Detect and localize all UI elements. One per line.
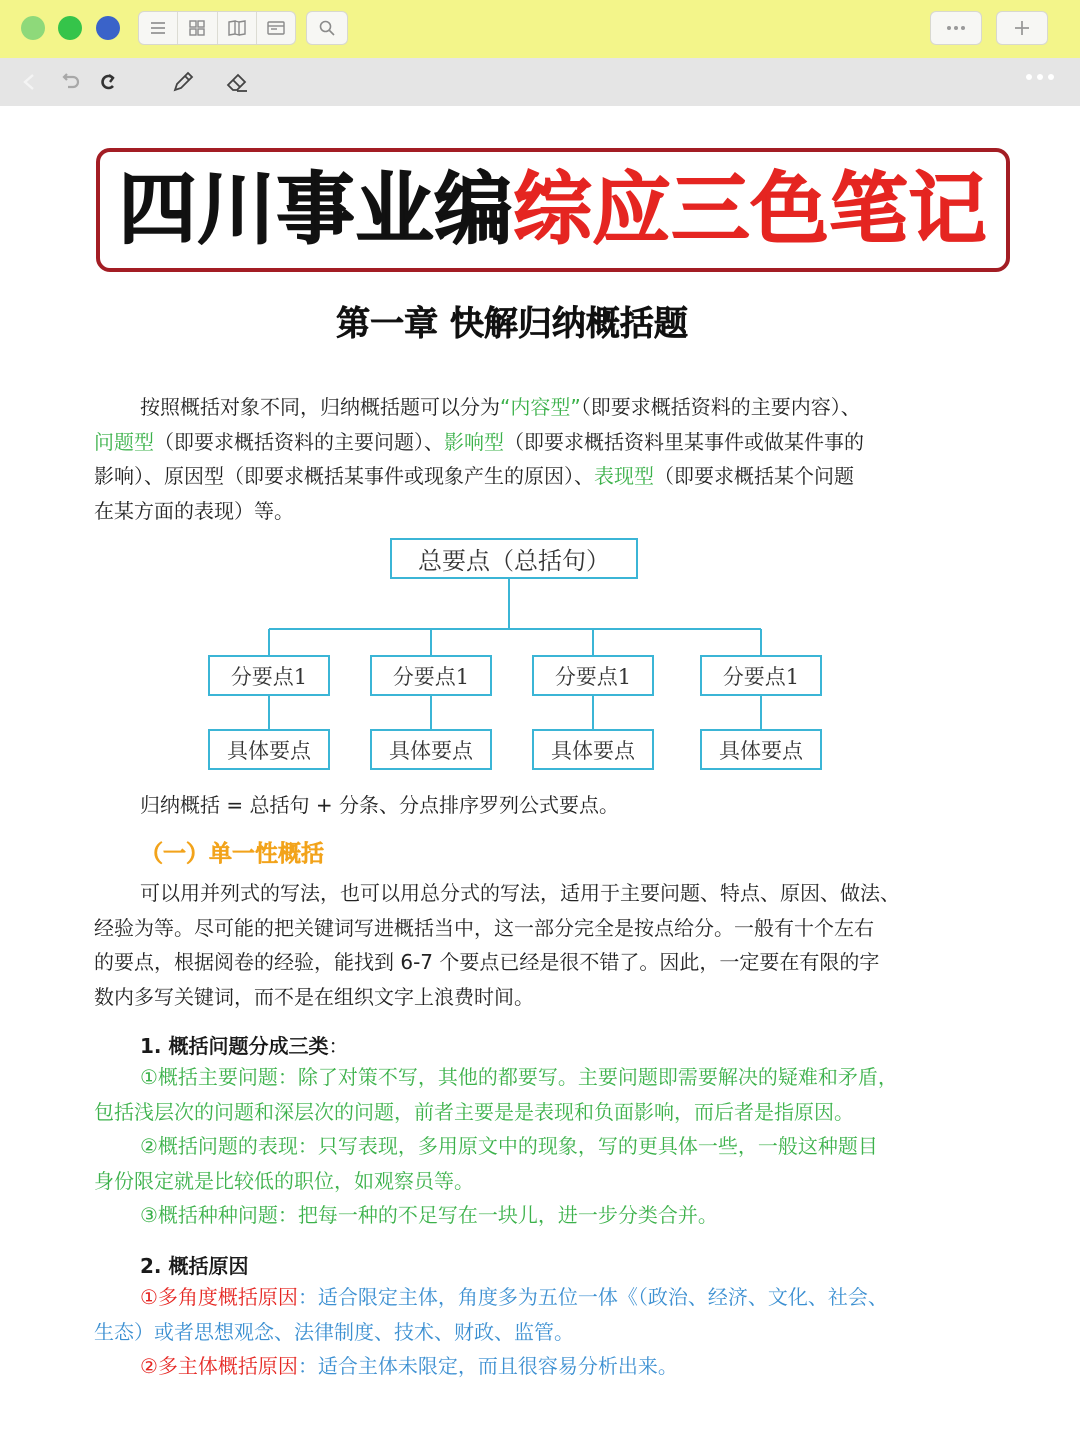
window-light-green-button[interactable] xyxy=(21,16,45,40)
intro-text: （即要求概括资料的主要内容）、 xyxy=(580,395,861,419)
cause-item-text: ：适合限定主体，角度多为五位一体《（政治、经济、文化、社会、 xyxy=(297,1285,888,1309)
view-mode-group xyxy=(138,11,296,45)
list-item: ②概括问题的表现：只写表现，多用原文中的现象，写的更具体一些，一般这种题目 xyxy=(140,1134,878,1159)
undo-button[interactable] xyxy=(56,68,86,96)
cause-item-label: ②多主体概括原因 xyxy=(140,1354,298,1379)
back-icon xyxy=(22,73,36,91)
diagram-leaf-node: 具体要点 xyxy=(700,729,822,770)
intro-paragraph xyxy=(94,390,944,528)
search-button[interactable] xyxy=(306,11,348,45)
subsection-colon: ： xyxy=(328,1034,349,1058)
diagram-sub-node: 分要点1 xyxy=(208,655,330,696)
cause-item-text: ：适合主体未限定，而且很容易分析出来。 xyxy=(297,1354,678,1379)
diagram-sub-node: 分要点1 xyxy=(370,655,492,696)
search-icon xyxy=(319,20,335,36)
paragraph-line: 数内多写关键词，而不是在组织文字上浪费时间。 xyxy=(94,984,534,1009)
cause-item-cont: 生态）或者思想观念、法律制度、技术、财政、监管。 xyxy=(94,1319,574,1344)
type-manifestation: 表现型 xyxy=(594,464,654,489)
more-icon xyxy=(946,25,966,31)
plus-icon xyxy=(1014,20,1030,36)
document-title xyxy=(118,165,988,255)
subsection-title: 2. 概括原因 xyxy=(140,1254,249,1278)
type-impact: 影响型 xyxy=(444,429,504,454)
title-red-part: 综应三色笔记 xyxy=(513,165,988,255)
chapter-heading: 第一章 快解归纳概括题 xyxy=(336,304,688,344)
intro-text: （即要求概括某个问题 xyxy=(654,464,854,489)
diagram-leaf-node: 具体要点 xyxy=(370,729,492,770)
list-item-cont: 包括浅层次的问题和深层次的问题，前者主要是是表现和负面影响，而后者是指原因。 xyxy=(94,1099,854,1124)
intro-text: 按照概括对象不同，归纳概括题可以分为 xyxy=(140,395,500,419)
intro-text: 在某方面的表现）等。 xyxy=(94,498,294,523)
document-title-banner xyxy=(96,148,1010,272)
type-problem: 问题型 xyxy=(94,429,154,454)
paragraph-line: 可以用并列式的写法，也可以用总分式的写法，适用于主要问题、特点、原因、做法、 xyxy=(140,881,900,905)
type-content: “内容型” xyxy=(500,395,581,419)
diagram-leaf-node: 具体要点 xyxy=(208,729,330,770)
intro-text: （即要求概括资料里某事件或做某件事的 xyxy=(504,429,864,454)
pen-tool-button[interactable] xyxy=(168,68,198,96)
eraser-tool-button[interactable] xyxy=(222,68,252,96)
intro-text: 影响）、原因型（即要求概括某事件或现象产生的原因）、 xyxy=(94,464,594,489)
title-black-part: 四川事业编 xyxy=(118,165,514,255)
structure-diagram xyxy=(0,530,1080,780)
cause-list xyxy=(94,1280,944,1384)
diagram-sub-node: 分要点1 xyxy=(700,655,822,696)
list-item: ③概括种种问题：把每一种的不足写在一块儿，进一步分类合并。 xyxy=(140,1203,718,1228)
list-icon[interactable] xyxy=(139,12,178,44)
toolbar-more-icon[interactable] xyxy=(1026,74,1054,80)
back-button[interactable] xyxy=(14,68,44,96)
subsection-title-text: 1. 概括问题分成三类 xyxy=(140,1034,329,1058)
paragraph-line: 的要点，根据阅卷的经验，能找到 6-7 个要点已经是很不错了。因此，一定要在有限的字 xyxy=(94,950,880,975)
window-green-button[interactable] xyxy=(58,16,82,40)
section-paragraph xyxy=(94,876,944,1014)
book-icon[interactable] xyxy=(218,12,257,44)
diagram-sub-node: 分要点1 xyxy=(532,655,654,696)
display-icon[interactable] xyxy=(257,12,295,44)
intro-text: （即要求概括资料的主要问题）、 xyxy=(154,429,444,454)
add-button[interactable] xyxy=(996,11,1048,45)
eraser-icon xyxy=(225,70,249,94)
undo-icon xyxy=(60,73,82,91)
pen-icon xyxy=(171,70,195,94)
subsection-title xyxy=(140,1030,348,1059)
diagram-root-node: 总要点（总括句） xyxy=(390,538,638,579)
problem-types-list xyxy=(94,1060,944,1233)
grid-icon[interactable] xyxy=(178,12,217,44)
redo-button[interactable] xyxy=(92,68,122,96)
cause-item-label: ①多角度概括原因 xyxy=(140,1285,298,1309)
window-titlebar xyxy=(0,0,1080,58)
editor-toolbar xyxy=(0,58,1080,106)
list-item: ①概括主要问题：除了对策不写，其他的都要写。主要问题即需要解决的疑难和矛盾， xyxy=(140,1065,898,1089)
diagram-leaf-node: 具体要点 xyxy=(532,729,654,770)
window-blue-button[interactable] xyxy=(96,16,120,40)
paragraph-line: 经验为等。尽可能的把关键词写进概括当中，这一部分完全是按点给分。一般有十个左右 xyxy=(94,915,874,940)
redo-icon xyxy=(96,73,118,91)
list-item-cont: 身份限定就是比较低的职位，如观察员等。 xyxy=(94,1168,474,1193)
section-heading: （一）单一性概括 xyxy=(140,841,324,867)
formula-text: 归纳概括 = 总括句 + 分条、分点排序罗列公式要点。 xyxy=(140,793,619,817)
more-button[interactable] xyxy=(930,11,982,45)
